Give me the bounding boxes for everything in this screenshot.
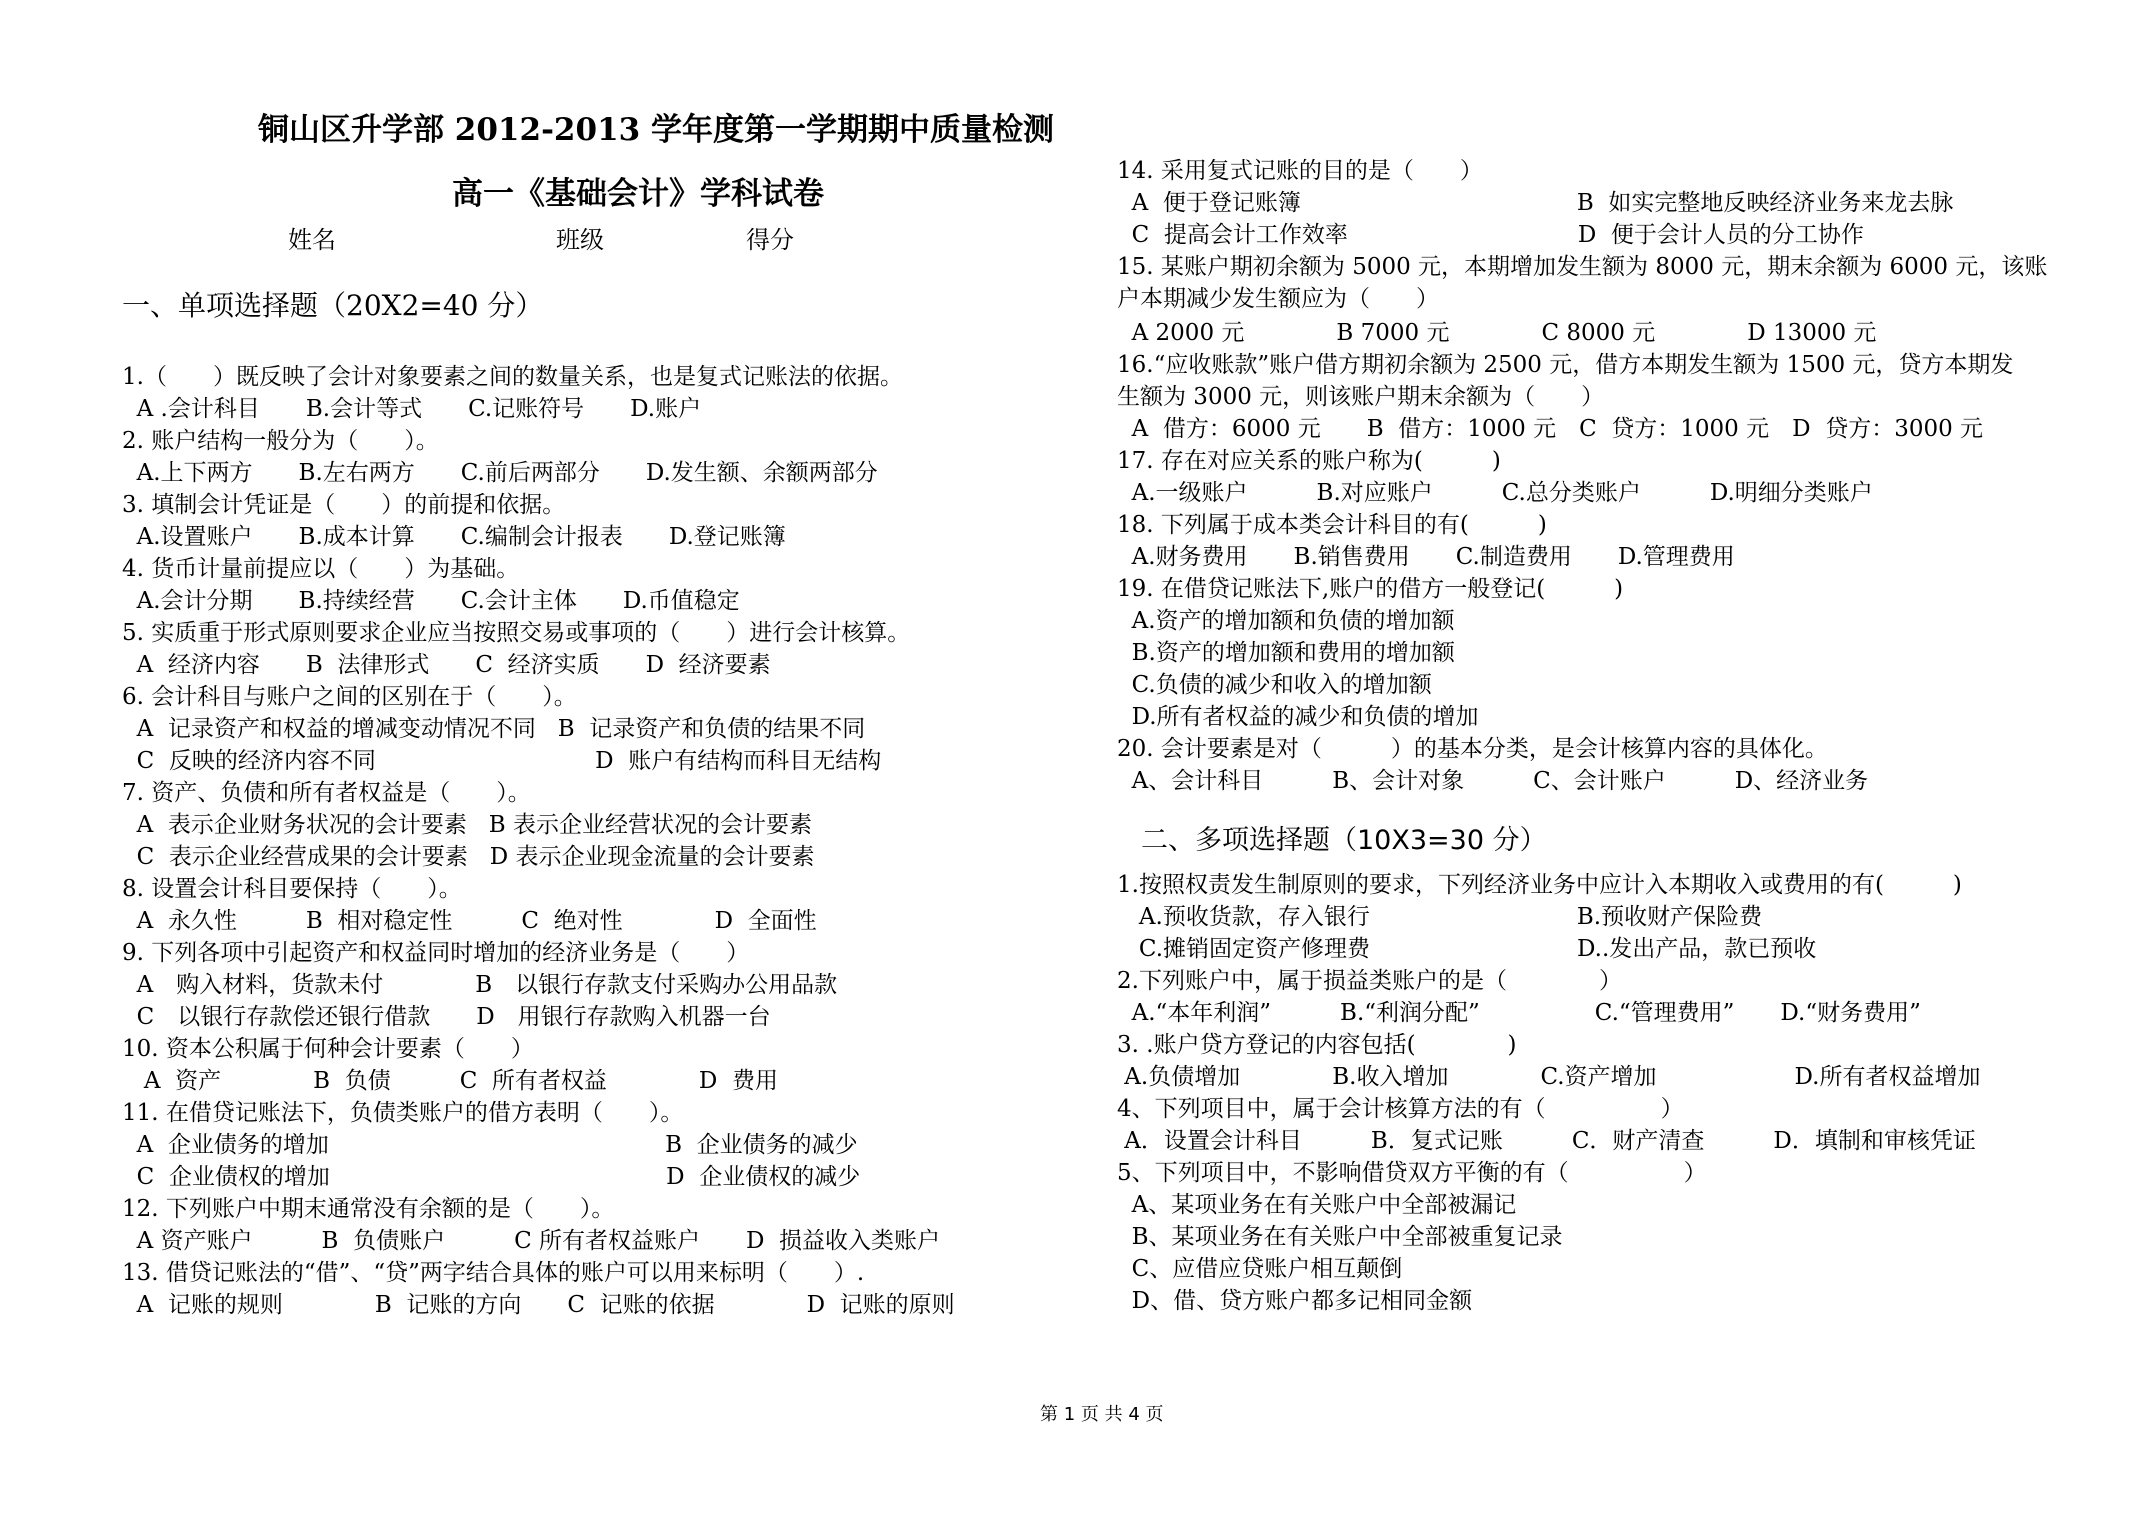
question-line: A.“本年利润” B.“利润分配” C.“管理费用” D.“财务费用” — [1117, 1000, 1921, 1026]
question-line: 5. 实质重于形式原则要求企业应当按照交易或事项的（ ）进行会计核算。 — [122, 620, 911, 646]
question-line: 9. 下列各项中引起资产和权益同时增加的经济业务是（ ） — [122, 940, 750, 966]
question-line: 4、下列项目中，属于会计核算方法的有（ ） — [1117, 1096, 1684, 1122]
question-line: C 提高会计工作效率 D 便于会计人员的分工协作 — [1117, 222, 1864, 248]
page-footer: 第 1 页 共 4 页 — [1040, 1404, 1164, 1425]
question-line: 11. 在借贷记账法下，负债类账户的借方表明（ ）。 — [122, 1100, 684, 1126]
question-line: C.摊销固定资产修理费 D..发出产品，款已预收 — [1117, 936, 1817, 962]
question-line: A．设置会计科目 B．复式记账 C．财产清查 D．填制和审核凭证 — [1117, 1128, 1976, 1154]
question-line: A.会计分期 B.持续经营 C.会计主体 D.币值稳定 — [122, 588, 740, 614]
question-line: 17. 存在对应关系的账户称为( ) — [1117, 448, 1501, 474]
question-line: 18. 下列属于成本类会计科目的有( ) — [1117, 512, 1547, 538]
question-line: 16.“应收账款”账户借方期初余额为 2500 元，借方本期发生额为 1500 元，贷方本期发 — [1117, 352, 2014, 378]
question-line: A 记录资产和权益的增减变动情况不同 B 记录资产和负债的结果不同 — [122, 716, 866, 742]
question-line: A 表示企业财务状况的会计要素 B 表示企业经营状况的会计要素 — [122, 812, 812, 838]
question-line: A 经济内容 B 法律形式 C 经济实质 D 经济要素 — [122, 652, 771, 678]
question-line: C 表示企业经营成果的会计要素 D 表示企业现金流量的会计要素 — [122, 844, 815, 870]
class-field-label: 班级 — [556, 226, 604, 254]
question-line: 户本期减少发生额应为（ ） — [1117, 286, 1439, 312]
question-line: A.财务费用 B.销售费用 C.制造费用 D.管理费用 — [1117, 544, 1735, 570]
question-line: A 企业债务的增加 B 企业债务的减少 — [122, 1132, 858, 1158]
question-line: A .会计科目 B.会计等式 C.记账符号 D.账户 — [122, 396, 702, 422]
question-line: 2.下列账户中，属于损益类账户的是（ ） — [1117, 968, 1622, 994]
question-line: A 永久性 B 相对稳定性 C 绝对性 D 全面性 — [122, 908, 817, 934]
question-line: A.上下两方 B.左右两方 C.前后两部分 D.发生额、余额两部分 — [122, 460, 878, 486]
question-line: 6. 会计科目与账户之间的区别在于（ ）。 — [122, 684, 577, 710]
exam-title: 铜山区升学部 2012-2013 学年度第一学期期中质量检测 — [258, 112, 1055, 148]
question-line: D.所有者权益的减少和负债的增加 — [1117, 704, 1479, 730]
question-line: C 企业债权的增加 D 企业债权的减少 — [122, 1164, 861, 1190]
question-line: B、某项业务在有关账户中全部被重复记录 — [1117, 1224, 1563, 1250]
question-line: 19. 在借贷记账法下,账户的借方一般登记( ) — [1117, 576, 1624, 602]
question-line: A 资产账户 B 负债账户 C 所有者权益账户 D 损益收入类账户 — [122, 1228, 941, 1254]
question-line: 1.（ ）既反映了会计对象要素之间的数量关系，也是复式记账法的依据。 — [122, 364, 903, 390]
question-line: 1.按照权责发生制原则的要求，下列经济业务中应计入本期收入或费用的有( ) — [1117, 872, 1962, 898]
section-heading-single-choice: 一、单项选择题（20X2=40 分） — [122, 289, 544, 322]
question-line: B.资产的增加额和费用的增加额 — [1117, 640, 1455, 666]
question-line: A 2000 元 B 7000 元 C 8000 元 D 13000 元 — [1117, 320, 1877, 346]
question-line: C、应借应贷账户相互颠倒 — [1117, 1256, 1403, 1282]
question-line: A 便于登记账簿 B 如实完整地反映经济业务来龙去脉 — [1117, 190, 1954, 216]
question-line: 20. 会计要素是对（ ）的基本分类，是会计核算内容的具体化。 — [1117, 736, 1828, 762]
question-line: A.设置账户 B.成本计算 C.编制会计报表 D.登记账簿 — [122, 524, 786, 550]
question-line: A.预收货款，存入银行 B.预收财产保险费 — [1117, 904, 1763, 930]
question-line: A、某项业务在有关账户中全部被漏记 — [1117, 1192, 1517, 1218]
question-line: A 购入材料，货款未付 B 以银行存款支付采购办公用品款 — [122, 972, 838, 998]
question-line: C 以银行存款偿还银行借款 D 用银行存款购入机器一台 — [122, 1004, 771, 1030]
question-line: 5、下列项目中，不影响借贷双方平衡的有（ ） — [1117, 1160, 1707, 1186]
question-line: C 反映的经济内容不同 D 账户有结构而科目无结构 — [122, 748, 882, 774]
question-line: 生额为 3000 元，则该账户期末余额为（ ） — [1117, 384, 1605, 410]
question-line: 13. 借贷记账法的“借”、“贷”两字结合具体的账户可以用来标明（ ）. — [122, 1260, 865, 1286]
question-line: 3. .账户贷方登记的内容包括( ) — [1117, 1032, 1517, 1058]
question-line: A 记账的规则 B 记账的方向 C 记账的依据 D 记账的原则 — [122, 1292, 955, 1318]
question-line: 10. 资本公积属于何种会计要素（ ） — [122, 1036, 534, 1062]
question-line: A 资产 B 负债 C 所有者权益 D 费用 — [122, 1068, 778, 1094]
question-line: C.负债的减少和收入的增加额 — [1117, 672, 1432, 698]
name-field-label: 姓名 — [288, 226, 336, 254]
score-field-label: 得分 — [746, 226, 794, 254]
question-line: 8. 设置会计科目要保持（ ）。 — [122, 876, 462, 902]
question-line: 4. 货币计量前提应以（ ）为基础。 — [122, 556, 520, 582]
question-line: 12. 下列账户中期末通常没有余额的是（ ）。 — [122, 1196, 615, 1222]
question-line: A.资产的增加额和负债的增加额 — [1117, 608, 1455, 634]
question-line: D、借、贷方账户都多记相同金额 — [1117, 1288, 1473, 1314]
question-line: 2. 账户结构一般分为（ ）。 — [122, 428, 439, 454]
question-line: 7. 资产、负债和所有者权益是（ ）。 — [122, 780, 531, 806]
question-line: A.负债增加 B.收入增加 C.资产增加 D.所有者权益增加 — [1117, 1064, 1981, 1090]
section-heading-multiple-choice: 二、多项选择题（10X3=30 分） — [1141, 825, 1547, 856]
question-line: 3. 填制会计凭证是（ ）的前提和依据。 — [122, 492, 566, 518]
exam-subtitle: 高一《基础会计》学科试卷 — [452, 176, 824, 212]
question-line: 14. 采用复式记账的目的是（ ） — [1117, 158, 1483, 184]
question-line: 15. 某账户期初余额为 5000 元，本期增加发生额为 8000 元，期末余额为 6000 元，该账 — [1117, 254, 2048, 280]
question-line: A 借方：6000 元 B 借方：1000 元 C 贷方：1000 元 D 贷方：3000 元 — [1117, 416, 1984, 442]
question-line: A.一级账户 B.对应账户 C.总分类账户 D.明细分类账户 — [1117, 480, 1873, 506]
question-line: A、会计科目 B、会计对象 C、会计账户 D、经济业务 — [1117, 768, 1869, 794]
